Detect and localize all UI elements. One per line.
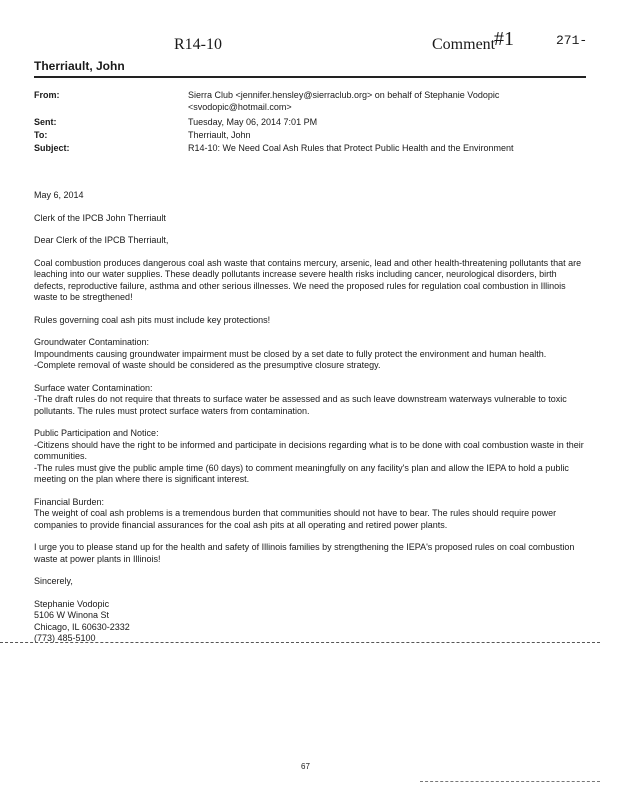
letter-body — [34, 190, 589, 645]
from-value — [188, 89, 598, 113]
to-label: To: — [34, 130, 48, 140]
comment-number: #1 — [494, 28, 514, 50]
comment-label: Comment — [432, 36, 496, 53]
subject-value: R14-10: We Need Coal Ash Rules that Protect Public Health and the Environment — [188, 143, 514, 153]
docket-number: R14-10 — [174, 36, 222, 53]
subject-label: Subject: — [34, 143, 70, 153]
protections-paragraph: Rules governing coal ash pits must include key protections! — [34, 314, 271, 325]
footer-dashed-line — [420, 781, 600, 782]
letter-addressee: Clerk of the IPCB John Therriault — [34, 212, 166, 223]
surface-heading: Surface water Contamination: — [34, 382, 153, 393]
comment-code: 271- — [556, 33, 588, 48]
groundwater-point-2: -Complete removal of waste should be considered as the presumptive closure strategy. — [34, 360, 381, 370]
signature-street: 5106 W Winona St — [34, 610, 110, 620]
page-number: 67 — [301, 762, 310, 771]
financial-heading: Financial Burden: — [34, 496, 105, 507]
from-label: From: — [34, 90, 60, 100]
signature-name: Stephanie Vodopic — [34, 598, 110, 609]
from-value-line-1: Sierra Club <jennifer.hensley@sierraclub.org> on behalf of Stephanie Vodopic — [188, 90, 500, 100]
closing-paragraph: I urge you to please stand up for the health and safety of Illinois families by strengthening the IEPA's proposed rules on coal combustion waste at power plants in Illinois! — [34, 542, 575, 564]
intro-paragraph: Coal combustion produces dangerous coal ash waste that contains mercury, arsenic, lead and other health-threatening pollutants that are leaching into our water supplies. These deadly pollutants increase severe health risks including cancer, neurological disorders, birth defects, reproductive failure, asthma and other serious illnesses. We need the proposed rules for regulation coal combustion in Illinois waste to be stregthened! — [34, 257, 582, 302]
groundwater-point-1: Impoundments causing groundwater impairment must be closed by a set date to fully protect the environment and human health. — [34, 348, 547, 359]
to-value: Therriault, John — [188, 130, 251, 140]
sent-value: Tuesday, May 06, 2014 7:01 PM — [188, 117, 318, 127]
recipient-name: Therriault, John — [34, 59, 125, 73]
signoff: Sincerely, — [34, 576, 73, 586]
letter-salutation: Dear Clerk of the IPCB Therriault, — [34, 235, 169, 245]
groundwater-heading: Groundwater Contamination: — [34, 337, 150, 347]
public-point-1: -Citizens should have the right to be informed and participate in decisions regarding what is to be done with coal combustion waste in their communities. — [34, 439, 584, 461]
public-point-2: -The rules must give the public ample time (60 days) to comment meaningfully on any facility's plan and allow the IEPA to hold a public meeting on the plan where there is significant interest. — [34, 462, 569, 484]
signature-phone: (773) 485-5100 — [34, 633, 96, 643]
letter-date: May 6, 2014 — [34, 190, 84, 200]
financial-point-1: The weight of coal ash problems is a tremendous burden that communities should not have to bear. The rules should require power companies to provide financial assurances for the coal ash pits at all operating and retired power plants. — [34, 508, 557, 530]
from-value-line-2: <svodopic@hotmail.com> — [188, 102, 292, 112]
sent-label: Sent: — [34, 117, 57, 127]
surface-point-1: -The draft rules do not require that threats to surface water be assessed and as such leave downstream waterways vulnerable to toxic pollutants. The rules must protect surface waters from contamination. — [34, 394, 567, 416]
public-heading: Public Participation and Notice: — [34, 428, 159, 438]
signature-city: Chicago, IL 60630-2332 — [34, 621, 130, 632]
scan-dashed-line — [0, 642, 600, 643]
header-divider — [34, 76, 586, 78]
